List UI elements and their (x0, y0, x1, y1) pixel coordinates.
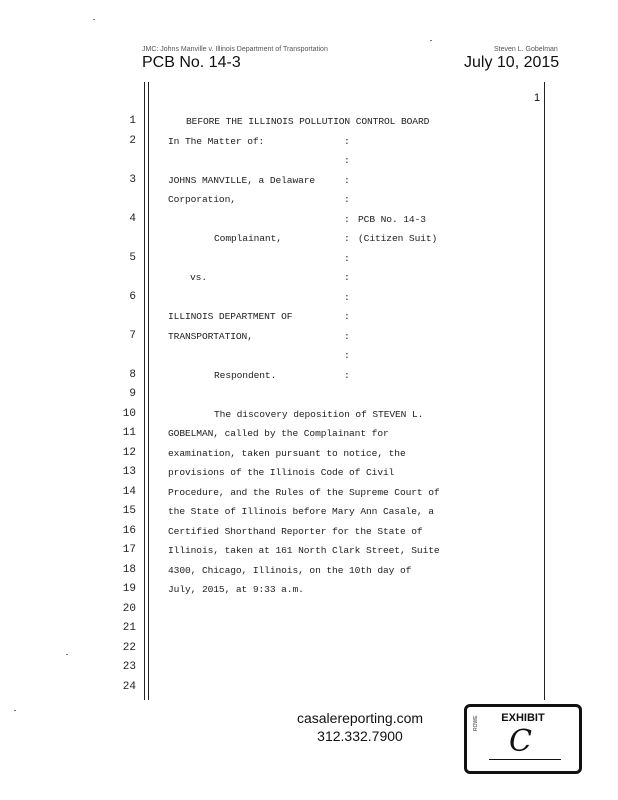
transcript-line: ILLINOIS DEPARTMENT OF (168, 311, 293, 322)
caption-colon: : (344, 233, 350, 244)
exhibit-underline (489, 759, 561, 760)
line-number: 2 (129, 134, 136, 147)
transcript-line: the State of Illinois before Mary Ann Casale, a (168, 506, 434, 517)
caption-colon: : (344, 213, 350, 225)
caption-colon: : (344, 194, 350, 205)
caption-right-text: PCB No. 14-3 (358, 213, 426, 225)
line-number: 7 (129, 329, 136, 342)
line-number: 8 (129, 368, 136, 381)
line-number: 1 (129, 115, 136, 127)
line-number: 23 (122, 661, 136, 673)
line-number: 21 (122, 622, 136, 634)
caption-right-text: (Citizen Suit) (358, 233, 438, 244)
exhibit-sticker (464, 704, 582, 774)
exhibit-side-text: ROWE (473, 715, 479, 731)
right-margin-rule (544, 82, 545, 700)
line-number: 5 (129, 251, 136, 264)
transcript-line: Illinois, taken at 161 North Clark Street, Suite (168, 545, 440, 556)
exhibit-letter: C (509, 724, 532, 759)
line-number: 13 (122, 466, 136, 478)
line-number: 9 (129, 388, 136, 400)
transcript-line: Procedure, and the Rules of the Supreme Court of (168, 486, 440, 498)
caption-colon: : (344, 272, 350, 283)
line-number: 19 (122, 583, 136, 595)
caption-colon: : (344, 311, 350, 322)
scan-speck (430, 40, 432, 41)
transcript-line: JOHNS MANVILLE, a Delaware (168, 174, 316, 186)
line-number: 12 (122, 446, 136, 459)
transcript-line: Certified Shorthand Reporter for the State of (168, 525, 423, 537)
line-number: 10 (122, 407, 136, 420)
deponent-name: Steven L. Gobelman (494, 46, 558, 53)
transcript-line: In The Matter of: (168, 135, 265, 147)
caption-colon: : (344, 350, 350, 361)
line-number: 16 (122, 524, 136, 537)
line-number: 17 (122, 544, 136, 556)
transcript-line: BEFORE THE ILLINOIS POLLUTION CONTROL BOARD (186, 116, 430, 127)
line-number: 15 (122, 505, 136, 517)
line-number: 3 (129, 173, 136, 186)
line-number: 22 (122, 641, 136, 654)
transcript-line: Complainant, (214, 233, 282, 244)
page-number: 1 (534, 92, 541, 104)
line-number: 24 (122, 680, 136, 693)
line-number: 14 (122, 485, 136, 498)
case-number: PCB No. 14-3 (142, 54, 241, 71)
caption-colon: : (344, 330, 350, 342)
caption-colon: : (344, 369, 350, 381)
scan-speck (14, 710, 16, 711)
transcript-line: Respondent. (214, 369, 277, 381)
caption-colon: : (344, 291, 350, 303)
transcript-line: provisions of the Illinois Code of Civil (168, 467, 395, 478)
transcript-line: July, 2015, at 9:33 a.m. (168, 584, 304, 595)
line-number: 4 (129, 212, 136, 225)
deposition-date: July 10, 2015 (464, 54, 560, 71)
scan-speck (93, 19, 95, 20)
line-number: 11 (122, 427, 136, 439)
transcript-line: GOBELMAN, called by the Complainant for (168, 428, 389, 439)
line-number: 6 (129, 290, 136, 303)
transcript-line: Corporation, (168, 194, 236, 205)
caption-colon: : (344, 174, 350, 186)
transcript-line: TRANSPORTATION, (168, 330, 253, 342)
reporting-website: casalereporting.com (296, 710, 424, 726)
transcript-line: The discovery deposition of STEVEN L. (214, 408, 424, 420)
left-margin-rule-inner (148, 82, 149, 700)
reporting-phone: 312.332.7900 (317, 728, 403, 744)
scan-speck (66, 654, 68, 655)
transcript-line: examination, taken pursuant to notice, the (168, 447, 406, 459)
left-margin-rule (144, 82, 145, 700)
transcript-line: 4300, Chicago, Illinois, on the 10th day of (168, 564, 412, 576)
caption-colon: : (344, 135, 350, 147)
caption-colon: : (344, 252, 350, 264)
caption-colon: : (344, 155, 350, 166)
transcript-line: vs. (190, 272, 207, 283)
case-caption: JMC: Johns Manville v. Illinois Department of Transportation (142, 46, 328, 53)
exhibit-title: EXHIBIT (501, 712, 545, 724)
line-number: 20 (122, 602, 136, 615)
line-number: 18 (122, 563, 136, 576)
